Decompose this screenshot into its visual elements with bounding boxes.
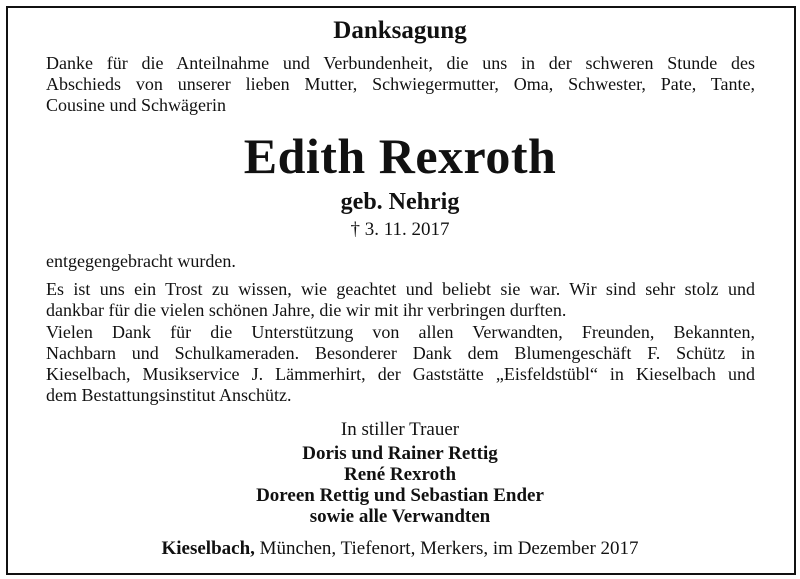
thanks-line: dem Bestattungsinstitut Anschütz. (46, 385, 292, 405)
signers-block (0, 443, 800, 527)
thanks-line: Vielen Dank für die Unterstützung von allen Verwandten, Freunden, Bekannten, (46, 322, 755, 342)
deceased-name: Edith Rexroth (243, 128, 557, 184)
footer-place: Kieselbach, (161, 538, 255, 559)
intro-line: Abschieds von unserer lieben Mutter, Schwiegermutter, Oma, Schwester, Pate, Tante, (46, 74, 755, 94)
comfort-line: dankbar für die vielen schönen Jahre, die wir mit ihr verbringen durften. (46, 300, 567, 320)
signer-line: Doris und Rainer Rettig (302, 443, 498, 464)
footer-rest: München, Tiefenort, Merkers, im Dezember 2017 (254, 538, 639, 559)
thanks-line: Kieselbach, Musikservice J. Lämmerhirt, der Gaststätte „Eisfeldstübl“ in Kieselbach und (46, 364, 755, 384)
comfort-line: Es ist uns ein Trost zu wissen, wie geachtet und beliebt sie war. Wir sind sehr stolz und (46, 279, 755, 299)
thanks-line: Nachbarn und Schulkameraden. Besonderer Dank dem Blumengeschäft F. Schütz in (46, 343, 755, 363)
mourning-phrase: In stiller Trauer (340, 419, 460, 440)
comfort-paragraph (46, 279, 755, 321)
signer-line: Doreen Rettig und Sebastian Ender (256, 485, 544, 506)
intro-paragraph (46, 53, 755, 116)
intro-line: Cousine und Schwägerin (46, 95, 226, 115)
intro-line: Danke für die Anteilnahme und Verbundenheit, die uns in der schweren Stunde des (46, 53, 755, 73)
notice-title: Danksagung (333, 17, 467, 44)
thanks-paragraph (46, 322, 755, 406)
death-date: † 3. 11. 2017 (350, 219, 450, 240)
signer-line: sowie alle Verwandten (309, 506, 491, 527)
continuation-line: entgegengebracht wurden. (46, 251, 236, 271)
continuation-text (46, 251, 755, 272)
place-date-line (0, 538, 800, 560)
signer-line: René Rexroth (343, 464, 457, 485)
maiden-name: geb. Nehrig (340, 189, 460, 215)
